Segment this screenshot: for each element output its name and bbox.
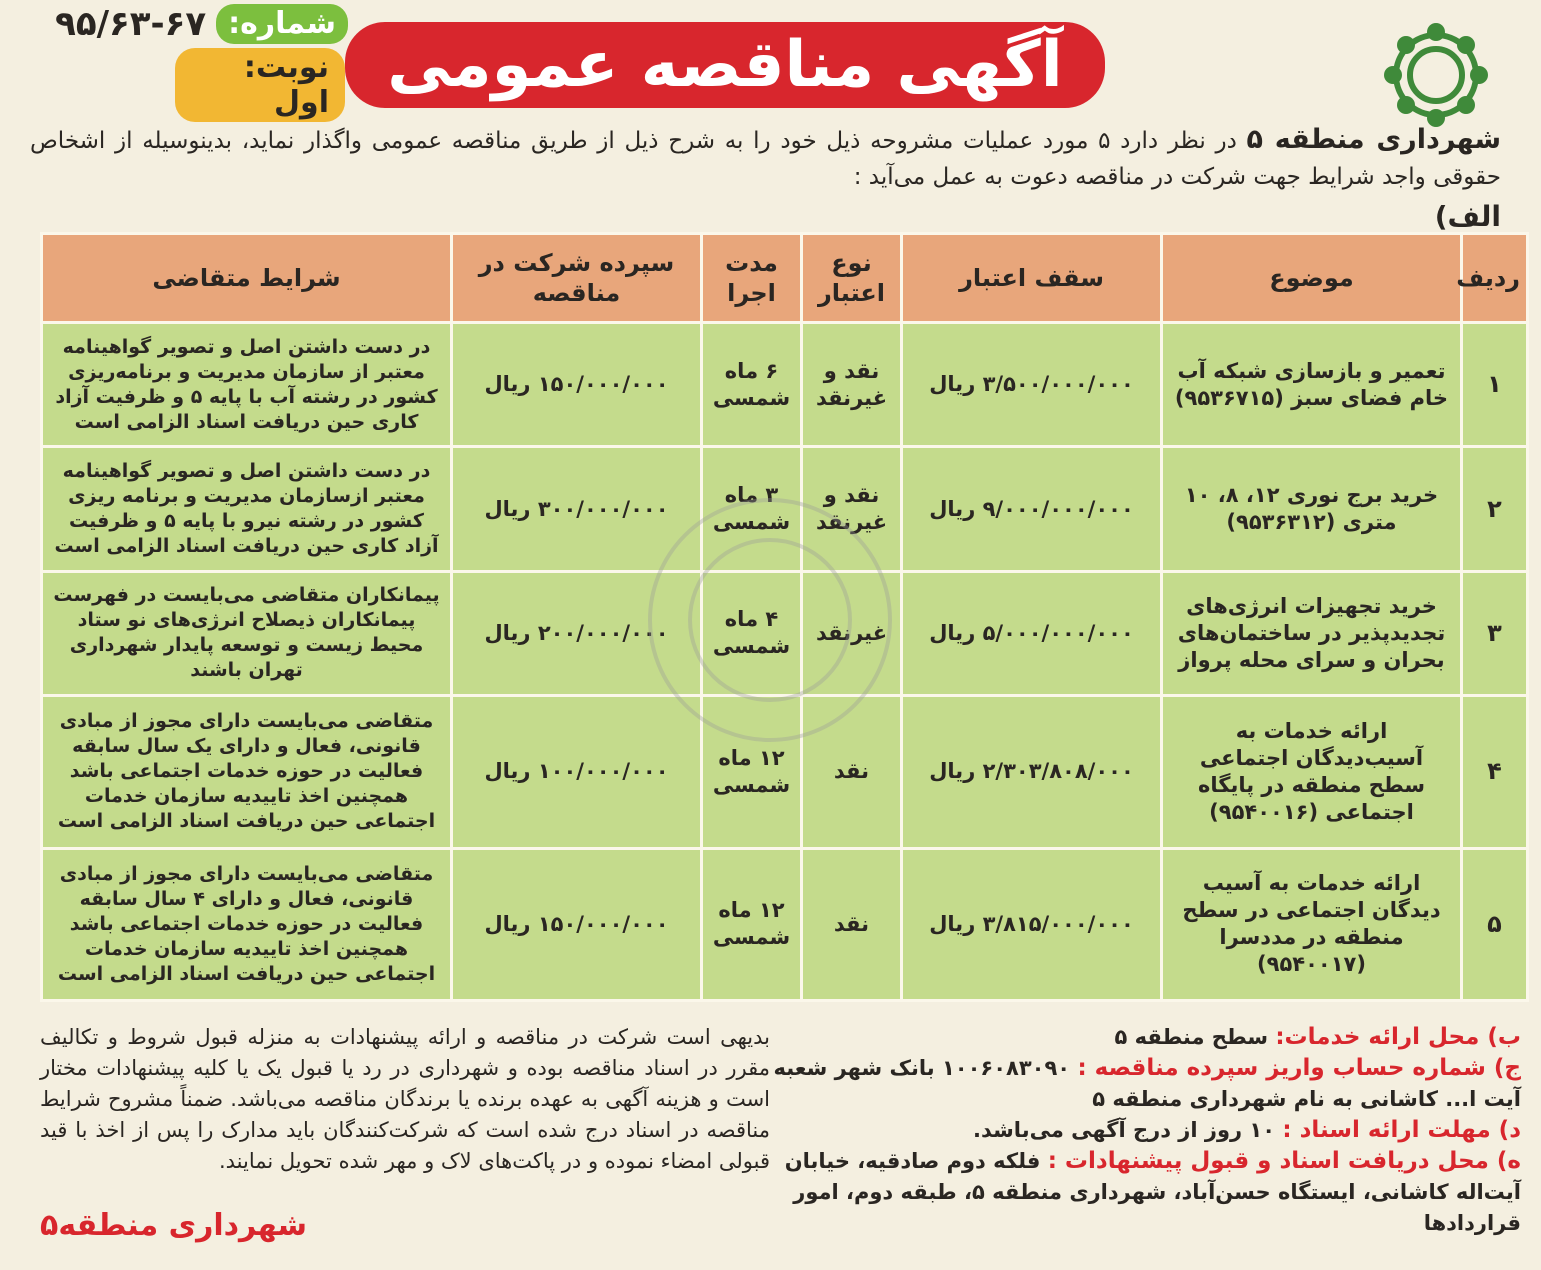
row-type: نقد bbox=[802, 696, 902, 848]
row-type: نقد bbox=[802, 848, 902, 1000]
table-row bbox=[42, 696, 1528, 848]
row-number: ۵ bbox=[1462, 848, 1528, 1000]
row-duration: ۴ ماه شمسی bbox=[702, 571, 802, 695]
row-deposit: ۳۰۰/۰۰۰/۰۰۰ ریال bbox=[452, 447, 702, 571]
account-number-key: ج) شماره حساب واریز سپرده مناقصه : bbox=[1077, 1055, 1521, 1081]
row-subject: خرید تجهیزات انرژی‌های تجدیدپذیر در ساختمان‌های بحران و سرای محله پرواز bbox=[1162, 571, 1462, 695]
document-deadline-key: د) مهلت ارائه اسناد : bbox=[1282, 1117, 1521, 1143]
row-subject: تعمیر و بازسازی شبکه آب خام فضای سبز (۹۵۳۶۷۱۵) bbox=[1162, 323, 1462, 447]
row-duration: ۱۲ ماه شمسی bbox=[702, 696, 802, 848]
table-row bbox=[42, 848, 1528, 1000]
submission-location bbox=[751, 1146, 1521, 1239]
document-deadline-value: ۱۰ روز از درج آگهی می‌باشد. bbox=[973, 1118, 1276, 1142]
table-row bbox=[42, 447, 1528, 571]
row-duration: ۶ ماه شمسی bbox=[702, 323, 802, 447]
section-label: الف) bbox=[1434, 200, 1501, 233]
intro-text: در نظر دارد ۵ مورد عملیات مشروحه ذیل خود را به شرح ذیل از طریق مناقصه عمومی واگذار نماید، بدینوسیله از اشخاص حقوقی واجد شرایط جهت شرکت در مناقصه دعوت به عمل می‌آید : bbox=[30, 128, 1501, 190]
row-subject: ارائه خدمات به آسیب‌دیدگان اجتماعی سطح منطقه در پایگاه اجتماعی (۹۵۴۰۰۱۶) bbox=[1162, 696, 1462, 848]
header-subject: موضوع bbox=[1162, 234, 1462, 323]
row-deposit: ۱۰۰/۰۰۰/۰۰۰ ریال bbox=[452, 696, 702, 848]
account-number-value: ۱۰۰۶۰۸۳۰۹۰ بانک شهر شعبه آیت ا... کاشانی به نام شهرداری منطقه ۵ bbox=[773, 1056, 1521, 1111]
service-location bbox=[751, 1022, 1521, 1053]
intro-paragraph bbox=[30, 122, 1501, 195]
table-row bbox=[42, 323, 1528, 447]
service-location-value: سطح منطقه ۵ bbox=[1114, 1025, 1269, 1049]
header-budget: سقف اعتبار bbox=[902, 234, 1162, 323]
row-budget: ۵/۰۰۰/۰۰۰/۰۰۰ ریال bbox=[902, 571, 1162, 695]
turn-badge bbox=[175, 50, 345, 120]
submission-location-value: فلکه دوم صادقیه، خیابان آیت‌اله کاشانی، ایستگاه حسن‌آباد، شهرداری منطقه ۵، طبقه دوم، امور قراردادها bbox=[784, 1149, 1521, 1235]
table-header-row bbox=[42, 234, 1528, 323]
header-row-no: ردیف bbox=[1462, 234, 1528, 323]
row-conditions: پیمانکاران متقاضی می‌بایست در فهرست پیمانکاران ذیصلاح انرژی‌های نو ستاد محیط زیست و توسعه پایدار شهرداری تهران باشند bbox=[42, 571, 452, 695]
row-subject: خرید برج نوری ۱۲، ۸، ۱۰ متری (۹۵۳۶۳۱۲) bbox=[1162, 447, 1462, 571]
header-type: نوع اعتبار bbox=[802, 234, 902, 323]
title-banner bbox=[345, 22, 1105, 108]
row-number: ۴ bbox=[1462, 696, 1528, 848]
row-deposit: ۱۵۰/۰۰۰/۰۰۰ ریال bbox=[452, 323, 702, 447]
submission-location-key: ه) محل دریافت اسناد و قبول پیشنهادات : bbox=[1047, 1148, 1521, 1174]
row-number: ۳ bbox=[1462, 571, 1528, 695]
number-value: ۹۵/۶۳-۶۷ bbox=[55, 4, 207, 44]
row-budget: ۹/۰۰۰/۰۰۰/۰۰۰ ریال bbox=[902, 447, 1162, 571]
row-type: غیرنقد bbox=[802, 571, 902, 695]
row-subject: ارائه خدمات به آسیب دیدگان اجتماعی در سطح منطقه در مددسرا (۹۵۴۰۰۱۷) bbox=[1162, 848, 1462, 1000]
row-number: ۱ bbox=[1462, 323, 1528, 447]
row-budget: ۳/۸۱۵/۰۰۰/۰۰۰ ریال bbox=[902, 848, 1162, 1000]
municipality-logo-icon bbox=[1361, 20, 1511, 130]
header-deposit: سپرده شرکت در مناقصه bbox=[452, 234, 702, 323]
tender-table bbox=[40, 232, 1529, 1002]
signature: شهرداری منطقه۵ bbox=[40, 1208, 307, 1243]
account-number bbox=[751, 1053, 1521, 1115]
row-conditions: در دست داشتن اصل و تصویر گواهینامه معتبر ازسازمان مدیریت و برنامه ریزی کشور در رشته نیرو با پایه ۵ و ظرفیت آزاد کاری حین دریافت اسناد الزامی است bbox=[42, 447, 452, 571]
turn-label: نوبت: اول bbox=[175, 48, 345, 122]
page-title: آگهی مناقصه عمومی bbox=[387, 28, 1063, 102]
table-row bbox=[42, 571, 1528, 695]
row-conditions: در دست داشتن اصل و تصویر گواهینامه معتبر از سازمان مدیریت و برنامه‌ریزی کشور در رشته آب با پایه ۵ و ظرفیت آزاد کاری حین دریافت اسناد الزامی است bbox=[42, 323, 452, 447]
number-label: شماره: bbox=[216, 4, 348, 44]
org-name: شهرداری منطقه ۵ bbox=[1246, 124, 1501, 155]
footer-notes: بدیهی است شرکت در مناقصه و ارائه پیشنهادات به منزله قبول شروط و تکالیف مقرر در اسناد مناقصه بوده و شهرداری در رد یا قبول یک یا کلیه پیشنهادات مختار است و هزینه آگهی به عهده برنده یا برندگان مناقصه می‌باشد. ضمناً مشروح شرایط مناقصه در اسناد درج شده است که شرکت‌کنندگان باید مدارک را پس از اخذ با قید قبولی امضاء نموده و در پاکت‌های لاک و مهر شده تحویل نمایند. bbox=[40, 1025, 770, 1173]
row-deposit: ۲۰۰/۰۰۰/۰۰۰ ریال bbox=[452, 571, 702, 695]
service-location-key: ب) محل ارائه خدمات: bbox=[1275, 1024, 1521, 1050]
notice-number bbox=[28, 2, 348, 46]
row-deposit: ۱۵۰/۰۰۰/۰۰۰ ریال bbox=[452, 848, 702, 1000]
row-type: نقد و غیرنقد bbox=[802, 447, 902, 571]
row-duration: ۳ ماه شمسی bbox=[702, 447, 802, 571]
row-budget: ۳/۵۰۰/۰۰۰/۰۰۰ ریال bbox=[902, 323, 1162, 447]
row-conditions: متقاضی می‌بایست دارای مجوز از مبادی قانونی، فعال و دارای ۴ سال سابقه فعالیت در حوزه خدمات اجتماعی باشد همچنین اخذ تاییدیه سازمان خدمات اجتماعی حین دریافت اسناد الزامی است bbox=[42, 848, 452, 1000]
header-conditions: شرایط متقاضی bbox=[42, 234, 452, 323]
footer-details bbox=[751, 1022, 1521, 1239]
row-budget: ۲/۳۰۳/۸۰۸/۰۰۰ ریال bbox=[902, 696, 1162, 848]
header-duration: مدت اجرا bbox=[702, 234, 802, 323]
row-duration: ۱۲ ماه شمسی bbox=[702, 848, 802, 1000]
row-type: نقد و غیرنقد bbox=[802, 323, 902, 447]
document-deadline bbox=[751, 1115, 1521, 1146]
row-number: ۲ bbox=[1462, 447, 1528, 571]
row-conditions: متقاضی می‌بایست دارای مجوز از مبادی قانونی، فعال و دارای یک سال سابقه فعالیت در حوزه خدمات اجتماعی باشد همچنین اخذ تاییدیه سازمان خدمات اجتماعی حین دریافت اسناد الزامی است bbox=[42, 696, 452, 848]
